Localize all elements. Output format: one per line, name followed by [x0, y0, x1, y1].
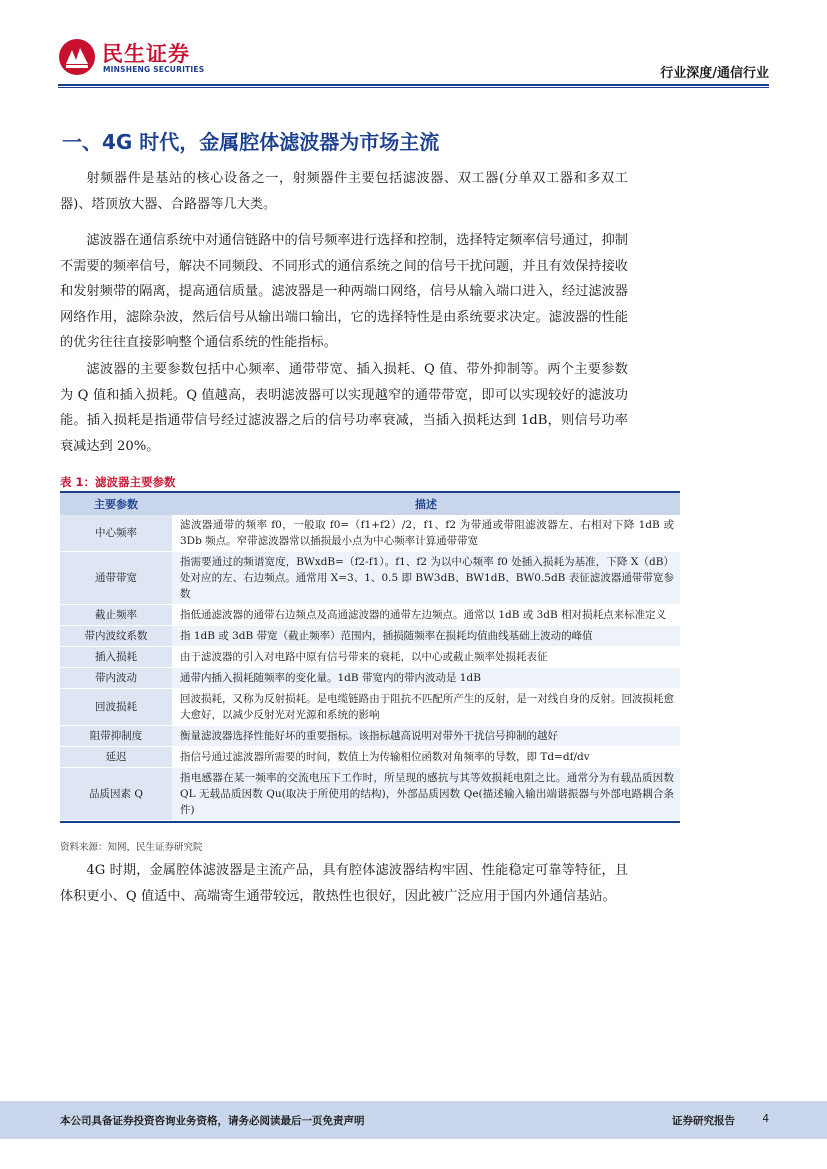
table-row	[60, 726, 680, 747]
table-row	[60, 689, 680, 726]
page-header	[0, 0, 827, 88]
report-category: 行业深度/通信行业	[660, 66, 769, 81]
param-desc: 由于滤波器的引入对电路中原有信号带来的衰耗，以中心或截止频率处损耗表征	[172, 647, 680, 668]
paragraph-2: 滤波器在通信系统中对通信链路中的信号频率进行选择和控制，选择特定频率信号通过，抑制不需要的频率信号，解决不同频段、不同形式的通信系统之间的信号干扰问题，并且有效保持接收和发射频带的隔离，提高通信质量。滤波器是一种两端口网络，信号从输入端口进入，经过滤波器网络作用，滤除杂波，然后信号从输出端口输出，它的选择特性是由系统要求决定。滤波器的性能的优劣往往直接影响整个通信系统的性能指标。	[60, 233, 628, 350]
logo-english-name: MINSHENG SECURITIES	[103, 65, 205, 74]
param-desc: 滤波器通带的频率 f0，一般取 f0=（f1+f2）/2，f1、f2 为带通或带阻滤波器左、右相对下降 1dB 或 3Db 频点。窄带滤波器常以插损最小点为中心频率计算通带带宽	[172, 515, 680, 552]
param-desc: 指信号通过滤波器所需要的时间，数值上为传输相位函数对角频率的导数，即 Td=df/dv	[172, 747, 680, 768]
param-name: 带内波纹系数	[60, 626, 172, 647]
table-source: 资料来源：知网，民生证券研究院	[60, 842, 203, 853]
param-desc: 指低通滤波器的通带右边频点及高通滤波器的通带左边频点。通常以 1dB 或 3dB 相对损耗点来标准定义	[172, 605, 680, 626]
section-title: 一、4G 时代，金属腔体滤波器为市场主流	[62, 130, 440, 154]
footer-disclaimer: 本公司具备证券投资咨询业务资格，请务必阅读最后一页免责声明	[60, 1115, 365, 1127]
table-row	[60, 647, 680, 668]
table-row	[60, 668, 680, 689]
param-desc: 指 1dB 或 3dB 带宽（截止频率）范围内，插损随频率在损耗均值曲线基础上波动的峰值	[172, 626, 680, 647]
table-caption: 表 1：滤波器主要参数	[60, 475, 176, 489]
param-name: 回波损耗	[60, 689, 172, 726]
param-desc: 通带内插入损耗随频率的变化量。1dB 带宽内的带内波动是 1dB	[172, 668, 680, 689]
table-row	[60, 768, 680, 821]
page-footer	[0, 1101, 827, 1139]
param-name: 插入损耗	[60, 647, 172, 668]
param-desc: 衡量滤波器选择性能好坏的重要指标。该指标越高说明对带外干扰信号抑制的越好	[172, 726, 680, 747]
page-number: 4	[762, 1113, 769, 1125]
param-desc: 回波损耗，又称为反射损耗。是电缆链路由于阻抗不匹配所产生的反射，是一对线自身的反射。回波损耗愈大愈好，以减少反射光对光源和系统的影响	[172, 689, 680, 726]
logo-chinese-name: 民生证券	[102, 42, 190, 66]
column-header-param: 主要参数	[60, 492, 172, 515]
minsheng-logo-icon	[58, 38, 96, 76]
header-divider	[58, 84, 769, 86]
table-bottom-rule	[60, 821, 680, 823]
param-name: 品质因素 Q	[60, 768, 172, 821]
param-name: 阻带抑制度	[60, 726, 172, 747]
paragraph-3: 滤波器的主要参数包括中心频率、通带带宽、插入损耗、Q 值、带外抑制等。两个主要参数为 Q 值和插入损耗。Q 值越高，表明滤波器可以实现越窄的通带带宽，即可以实现较好的滤波功能。插入损耗是指通带信号经过滤波器之后的信号功率衰减，当插入损耗达到 1dB，则信号功率衰减达到 20%。	[60, 362, 628, 454]
param-name: 截止频率	[60, 605, 172, 626]
table-row	[60, 552, 680, 605]
table-row	[60, 626, 680, 647]
table-row	[60, 747, 680, 768]
param-name: 中心频率	[60, 515, 172, 552]
paragraph-1: 射频器件是基站的核心设备之一，射频器件主要包括滤波器、双工器(分单双工器和多双工器)、塔顶放大器、合路器等几大类。	[60, 171, 628, 212]
column-header-desc: 描述	[172, 492, 680, 515]
table-row	[60, 515, 680, 552]
table-header-row	[60, 492, 680, 515]
param-desc: 指电感器在某一频率的交流电压下工作时，所呈现的感抗与其等效损耗电阻之比。通常分为有载品质因数 QL 无载品质因数 Qu(取决于所使用的结构)，外部品质因数 Qe(描述输入输出端谐振器与外部电路耦合条件)	[172, 768, 680, 821]
header-divider-thin	[58, 87, 769, 88]
footer-report-type: 证券研究报告	[672, 1115, 735, 1127]
param-name: 带内波动	[60, 668, 172, 689]
param-name: 通带带宽	[60, 552, 172, 605]
param-desc: 指需要通过的频谱宽度，BWxdB=（f2-f1）。f1、f2 为以中心频率 f0 处插入损耗为基准，下降 X（dB）处对应的左、右边频点。通常用 X=3、1、0.5 即 BW3dB、BW1dB、BW0.5dB 表征滤波器通带带宽参数	[172, 552, 680, 605]
company-logo	[58, 36, 218, 78]
closing-paragraph: 4G 时期，金属腔体滤波器是主流产品，具有腔体滤波器结构牢固、性能稳定可靠等特征，且体积更小、Q 值适中、高端寄生通带较远，散热性也很好，因此被广泛应用于国内外通信基站。	[60, 863, 628, 904]
parameters-table	[60, 491, 680, 823]
table-row	[60, 605, 680, 626]
param-name: 延迟	[60, 747, 172, 768]
